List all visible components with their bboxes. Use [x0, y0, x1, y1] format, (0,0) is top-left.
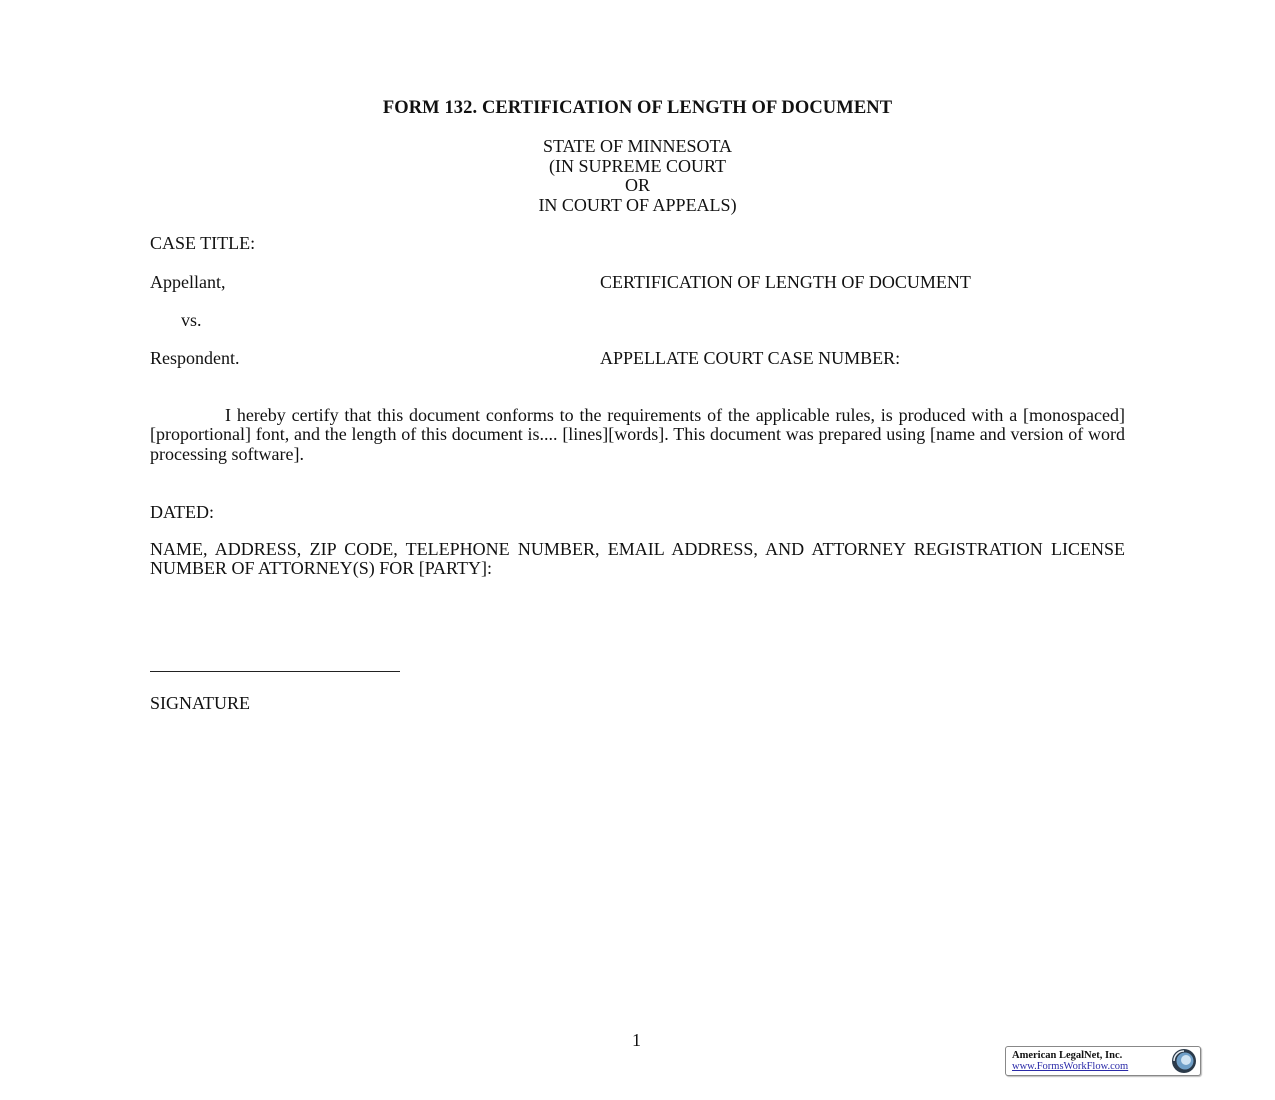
signature-line	[150, 671, 400, 672]
badge-company-name: American LegalNet, Inc.	[1012, 1050, 1123, 1061]
case-title-label: CASE TITLE:	[150, 233, 256, 253]
certification-paragraph-text: I hereby certify that this document conforms to the requirements of the applicable rules, is produced with a [monospaced] [proportional] font, and the length of this document is.... [lines][words]. This document was prepared using [name and version of word processing software].	[150, 405, 1125, 464]
court-header	[0, 137, 1275, 215]
vs-label: vs.	[181, 310, 202, 330]
appellant-label: Appellant,	[150, 272, 226, 292]
attorney-info-paragraph: NAME, ADDRESS, ZIP CODE, TELEPHONE NUMBER, EMAIL ADDRESS, AND ATTORNEY REGISTRATION LICENSE NUMBER OF ATTORNEY(S) FOR [PARTY]:	[150, 539, 1125, 579]
court-header-line: IN COURT OF APPEALS)	[538, 194, 737, 215]
form-title: FORM 132. CERTIFICATION OF LENGTH OF DOCUMENT	[382, 98, 893, 118]
respondent-label: Respondent.	[150, 348, 240, 368]
court-header-line: (IN SUPREME COURT	[549, 155, 726, 176]
certification-label: CERTIFICATION OF LENGTH OF DOCUMENT	[600, 272, 971, 292]
american-legalnet-badge[interactable]	[1005, 1046, 1201, 1076]
case-number-label: APPELLATE COURT CASE NUMBER:	[600, 348, 901, 368]
badge-url-link[interactable]: www.FormsWorkFlow.com	[1012, 1061, 1129, 1072]
page-number: 1	[632, 1030, 641, 1050]
certification-paragraph	[150, 406, 1125, 464]
globe-logo-icon	[1171, 1048, 1197, 1074]
court-header-line: OR	[624, 175, 650, 195]
dated-label: DATED:	[150, 502, 214, 522]
court-header-line: STATE OF MINNESOTA	[542, 136, 733, 156]
signature-label: SIGNATURE	[150, 693, 251, 713]
